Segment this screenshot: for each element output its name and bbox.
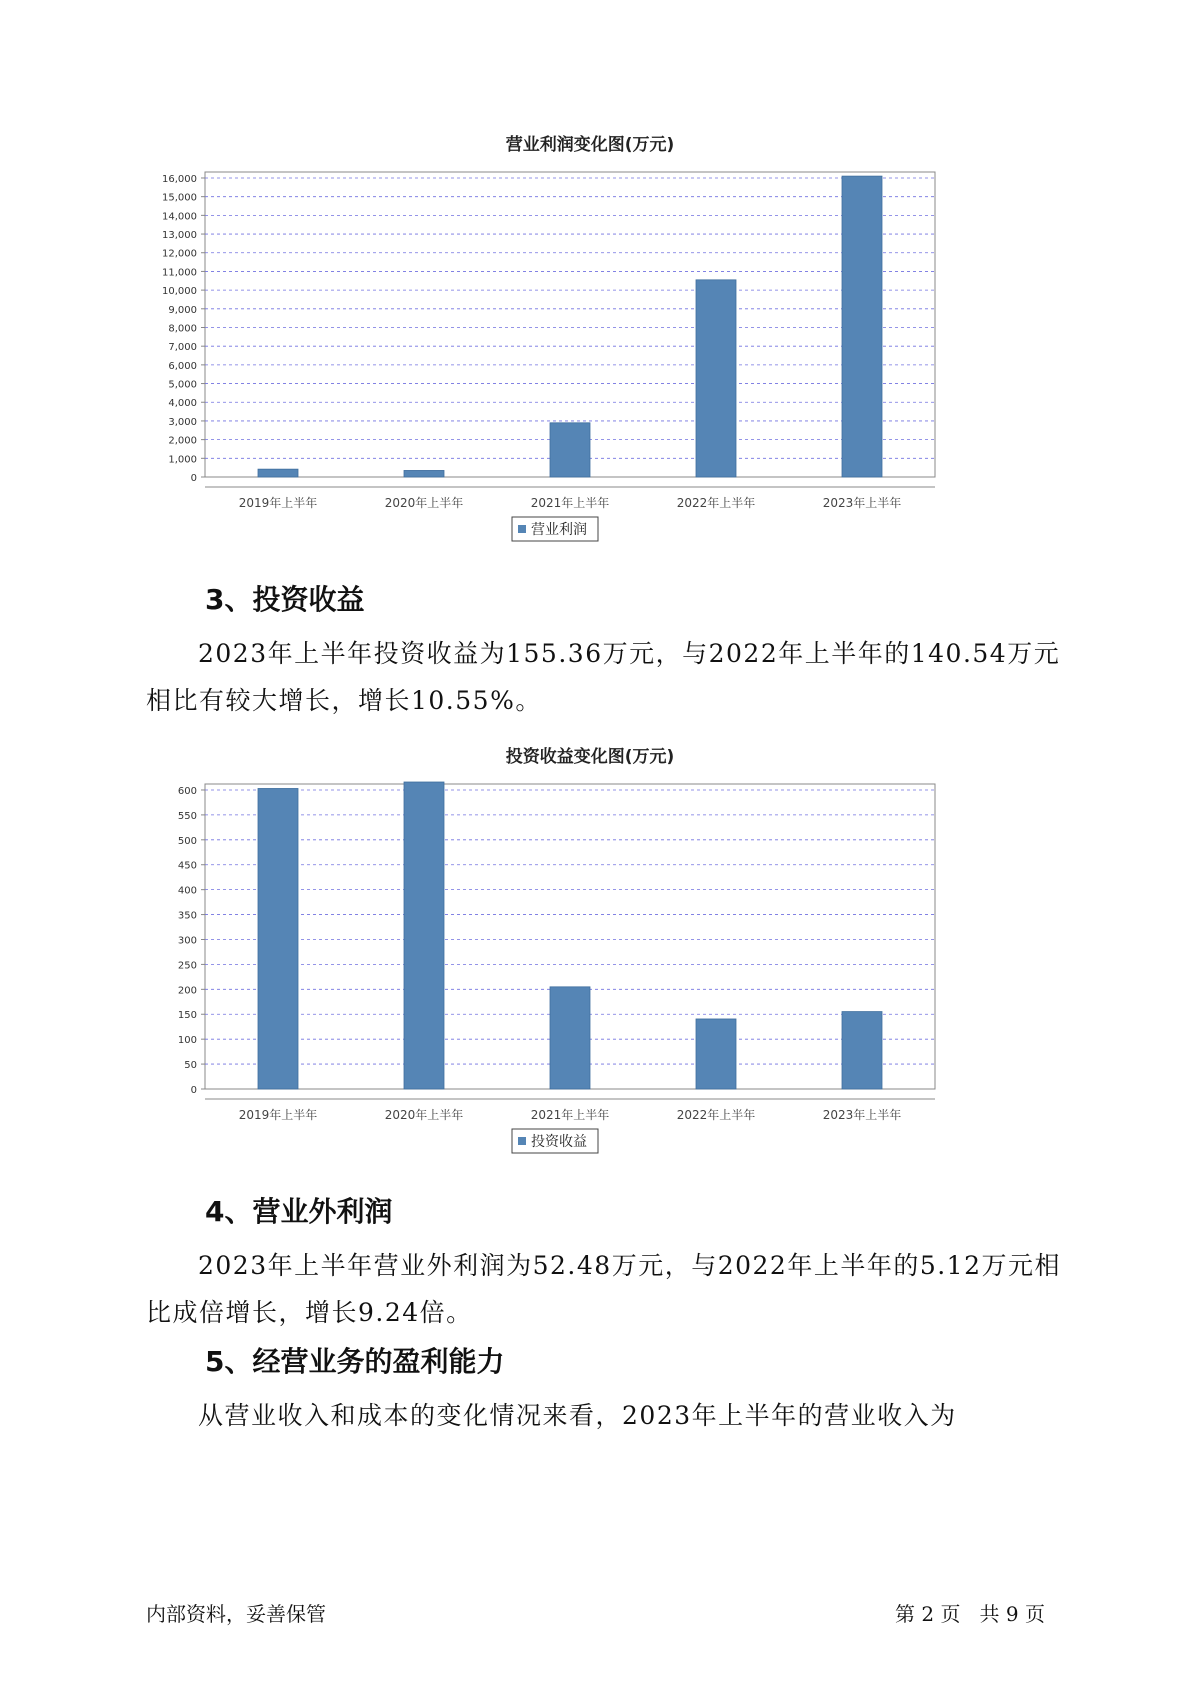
y-tick-label: 600 [177, 785, 197, 797]
section-3-paragraph [146, 630, 1066, 724]
y-tick-label: 10,000 [162, 286, 197, 298]
y-tick-label: 15,000 [162, 192, 197, 204]
x-tick-label: 2019年上半年 [238, 496, 318, 510]
section-4-title: 4、营业外利润 [205, 1195, 393, 1228]
y-tick-label: 11,000 [162, 267, 197, 279]
section-4-paragraph [146, 1242, 1066, 1336]
x-tick-label: 2022年上半年 [676, 496, 756, 510]
x-tick-label: 2023年上半年 [822, 1108, 902, 1122]
y-tick-label: 500 [177, 835, 197, 847]
section-3-line-1: 2023年上半年投资收益为155.36万元，与2022年上半年的140.54万元 [198, 639, 1061, 668]
x-tick-label: 2022年上半年 [676, 1108, 756, 1122]
y-tick-label: 150 [177, 1010, 197, 1022]
y-tick-label: 550 [177, 810, 197, 822]
y-tick-label: 200 [177, 985, 197, 997]
chart-title: 投资收益变化图(万元) [505, 747, 675, 767]
y-tick-label: 3,000 [168, 416, 197, 428]
legend-label: 营业利润 [531, 522, 587, 538]
y-tick-label: 400 [177, 885, 197, 897]
y-tick-label: 250 [177, 960, 197, 972]
bar-2021年上半年 [550, 423, 590, 477]
x-tick-label: 2023年上半年 [822, 496, 902, 510]
x-tick-label: 2020年上半年 [384, 496, 464, 510]
x-tick-label: 2019年上半年 [238, 1108, 318, 1122]
section-4-line-1: 2023年上半年营业外利润为52.48万元，与2022年上半年的5.12万元相 [198, 1251, 1061, 1280]
y-tick-label: 350 [177, 910, 197, 922]
section-5-paragraph [146, 1392, 1066, 1439]
operating-profit-chart-svg [140, 130, 1040, 590]
footer-left: 内部资料，妥善保管 [146, 1602, 326, 1626]
section-4-line-2: 比成倍增长，增长9.24倍。 [146, 1298, 473, 1327]
y-tick-label: 50 [184, 1060, 197, 1072]
investment-income-chart-svg [140, 742, 1040, 1202]
x-tick-label: 2021年上半年 [530, 1108, 610, 1122]
y-tick-label: 4,000 [168, 398, 197, 410]
bar-2023年上半年 [842, 176, 882, 477]
bar-2023年上半年 [842, 1012, 882, 1089]
y-tick-label: 0 [190, 473, 197, 484]
y-tick-label: 14,000 [162, 211, 197, 223]
bar-2022年上半年 [696, 280, 736, 477]
y-tick-label: 300 [177, 935, 197, 947]
section-5-title: 5、经营业务的盈利能力 [205, 1345, 505, 1378]
y-tick-label: 6,000 [168, 360, 197, 372]
y-tick-label: 12,000 [162, 248, 197, 260]
section-3-line-2: 相比有较大增长，增长10.55%。 [146, 686, 542, 715]
footer-page-number: 第 2 页 共 9 页 [895, 1602, 1045, 1626]
y-tick-label: 13,000 [162, 230, 197, 242]
y-tick-label: 8,000 [168, 323, 197, 335]
x-tick-label: 2020年上半年 [384, 1108, 464, 1122]
operating-profit-chart [140, 130, 1040, 590]
x-tick-label: 2021年上半年 [530, 496, 610, 510]
bar-2022年上半年 [696, 1019, 736, 1089]
chart-title: 营业利润变化图(万元) [505, 135, 675, 155]
bar-2020年上半年 [404, 782, 444, 1089]
y-tick-label: 450 [177, 860, 197, 872]
y-tick-label: 9,000 [168, 304, 197, 316]
investment-income-chart [140, 742, 1040, 1202]
section-3-title: 3、投资收益 [205, 583, 365, 616]
y-tick-label: 7,000 [168, 342, 197, 354]
legend-swatch [518, 525, 526, 533]
y-tick-label: 100 [177, 1035, 197, 1047]
bar-2020年上半年 [404, 470, 444, 477]
y-tick-label: 2,000 [168, 435, 197, 447]
bar-2019年上半年 [258, 469, 298, 477]
bar-2021年上半年 [550, 987, 590, 1089]
section-5-line-1: 从营业收入和成本的变化情况来看，2023年上半年的营业收入为 [198, 1401, 957, 1430]
y-tick-label: 16,000 [162, 173, 197, 185]
legend-label: 投资收益 [531, 1134, 587, 1150]
y-tick-label: 1,000 [168, 454, 197, 466]
bar-2019年上半年 [258, 788, 298, 1089]
legend-swatch [518, 1137, 526, 1145]
y-tick-label: 5,000 [168, 379, 197, 391]
y-tick-label: 0 [190, 1085, 197, 1096]
